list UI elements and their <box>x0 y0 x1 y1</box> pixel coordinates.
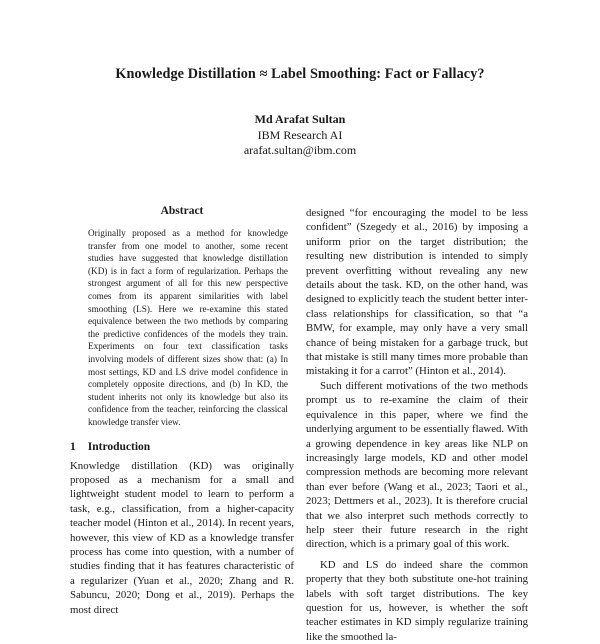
paragraph-common-property: KD and LS do indeed share the common property that they both substitute one-hot training labels with soft target distributions. The key question for us, however, is whether the soft teacher estimates in KD simply regularize training like the smoothed la- <box>306 558 528 643</box>
abstract-text: Originally proposed as a method for knowledge transfer from one model to another, some recent studies have suggested that knowledge distillation (KD) is in fact a form of regularization. Perhaps the strongest argument of all for this new perspective comes from its apparent similarities with label smoothing (LS). Here we re-examine this stated equivalence between the two methods by comparing the predictive confidences of the models they train. Experiments on four text classification tasks involving models of different sizes show that: (a) In most settings, KD and LS drive model confidence in completely opposite directions, and (b) In KD, the student inherits not only its knowledge but also its confidence from the teacher, reinforcing the classical knowledge transfer view. <box>88 228 288 427</box>
section-title: Introduction <box>87 440 151 453</box>
left-column <box>70 205 294 617</box>
section-heading-introduction <box>70 441 294 453</box>
paper-title: Knowledge Distillation ≈ Label Smoothing: Fact or Fallacy? <box>115 66 485 82</box>
right-column <box>306 206 528 644</box>
intro-paragraph-1: Knowledge distillation (KD) was originally proposed as a mechanism for a small and lightweight student model to learn to perform a task, e.g., classification, from a higher-capacity teacher model (Hinton et al., 2014). In recent years, however, this view of KD as a knowledge transfer process has come into question, with a number of studies finding that it has features characteristic of a regularizer (Yuan et al., 2020; Zhang and R. Sabuncu, 2020; Dong et al., 2019). Perhaps the most direct <box>70 459 294 616</box>
author-email: arafat.sultan@ibm.com <box>243 143 357 157</box>
author-name: Md Arafat Sultan <box>254 112 346 126</box>
abstract-heading: Abstract <box>160 205 204 217</box>
author-block <box>0 112 600 159</box>
section-number: 1 <box>70 440 76 453</box>
paragraph-label-smoothing-motivation: designed “for encouraging the model to be less confident” (Szegedy et al., 2016) by imposing a uniform prior on the target distribution; the resulting new distribution is intended to simply prevent overfitting without revealing any new details about the task. KD, on the other hand, was designed to explicitly teach the student better inter-class relationships for classification, so that “a BMW, for example, may only have a very small chance of being mistaken for a garbage truck, but that mistake is still many times more probable than mistaking it for a carrot” (Hinton et al., 2014). <box>306 207 528 378</box>
paragraph-different-motivations: Such different motivations of the two methods prompt us to re-examine the claim of their equivalence in this paper, where we find the underlying argument to be essentially flawed. With a growing dependence in key areas like NLP on increasingly large models, KD and other model compression methods are becoming more relevant than ever before (Wang et al., 2023; Taori et al., 2023; Dettmers et al., 2023). It is therefore crucial that we also interpret such methods correctly to help steer their future research in the right direction, which is a primary goal of this work. <box>306 379 528 551</box>
author-affiliation: IBM Research AI <box>257 127 343 142</box>
